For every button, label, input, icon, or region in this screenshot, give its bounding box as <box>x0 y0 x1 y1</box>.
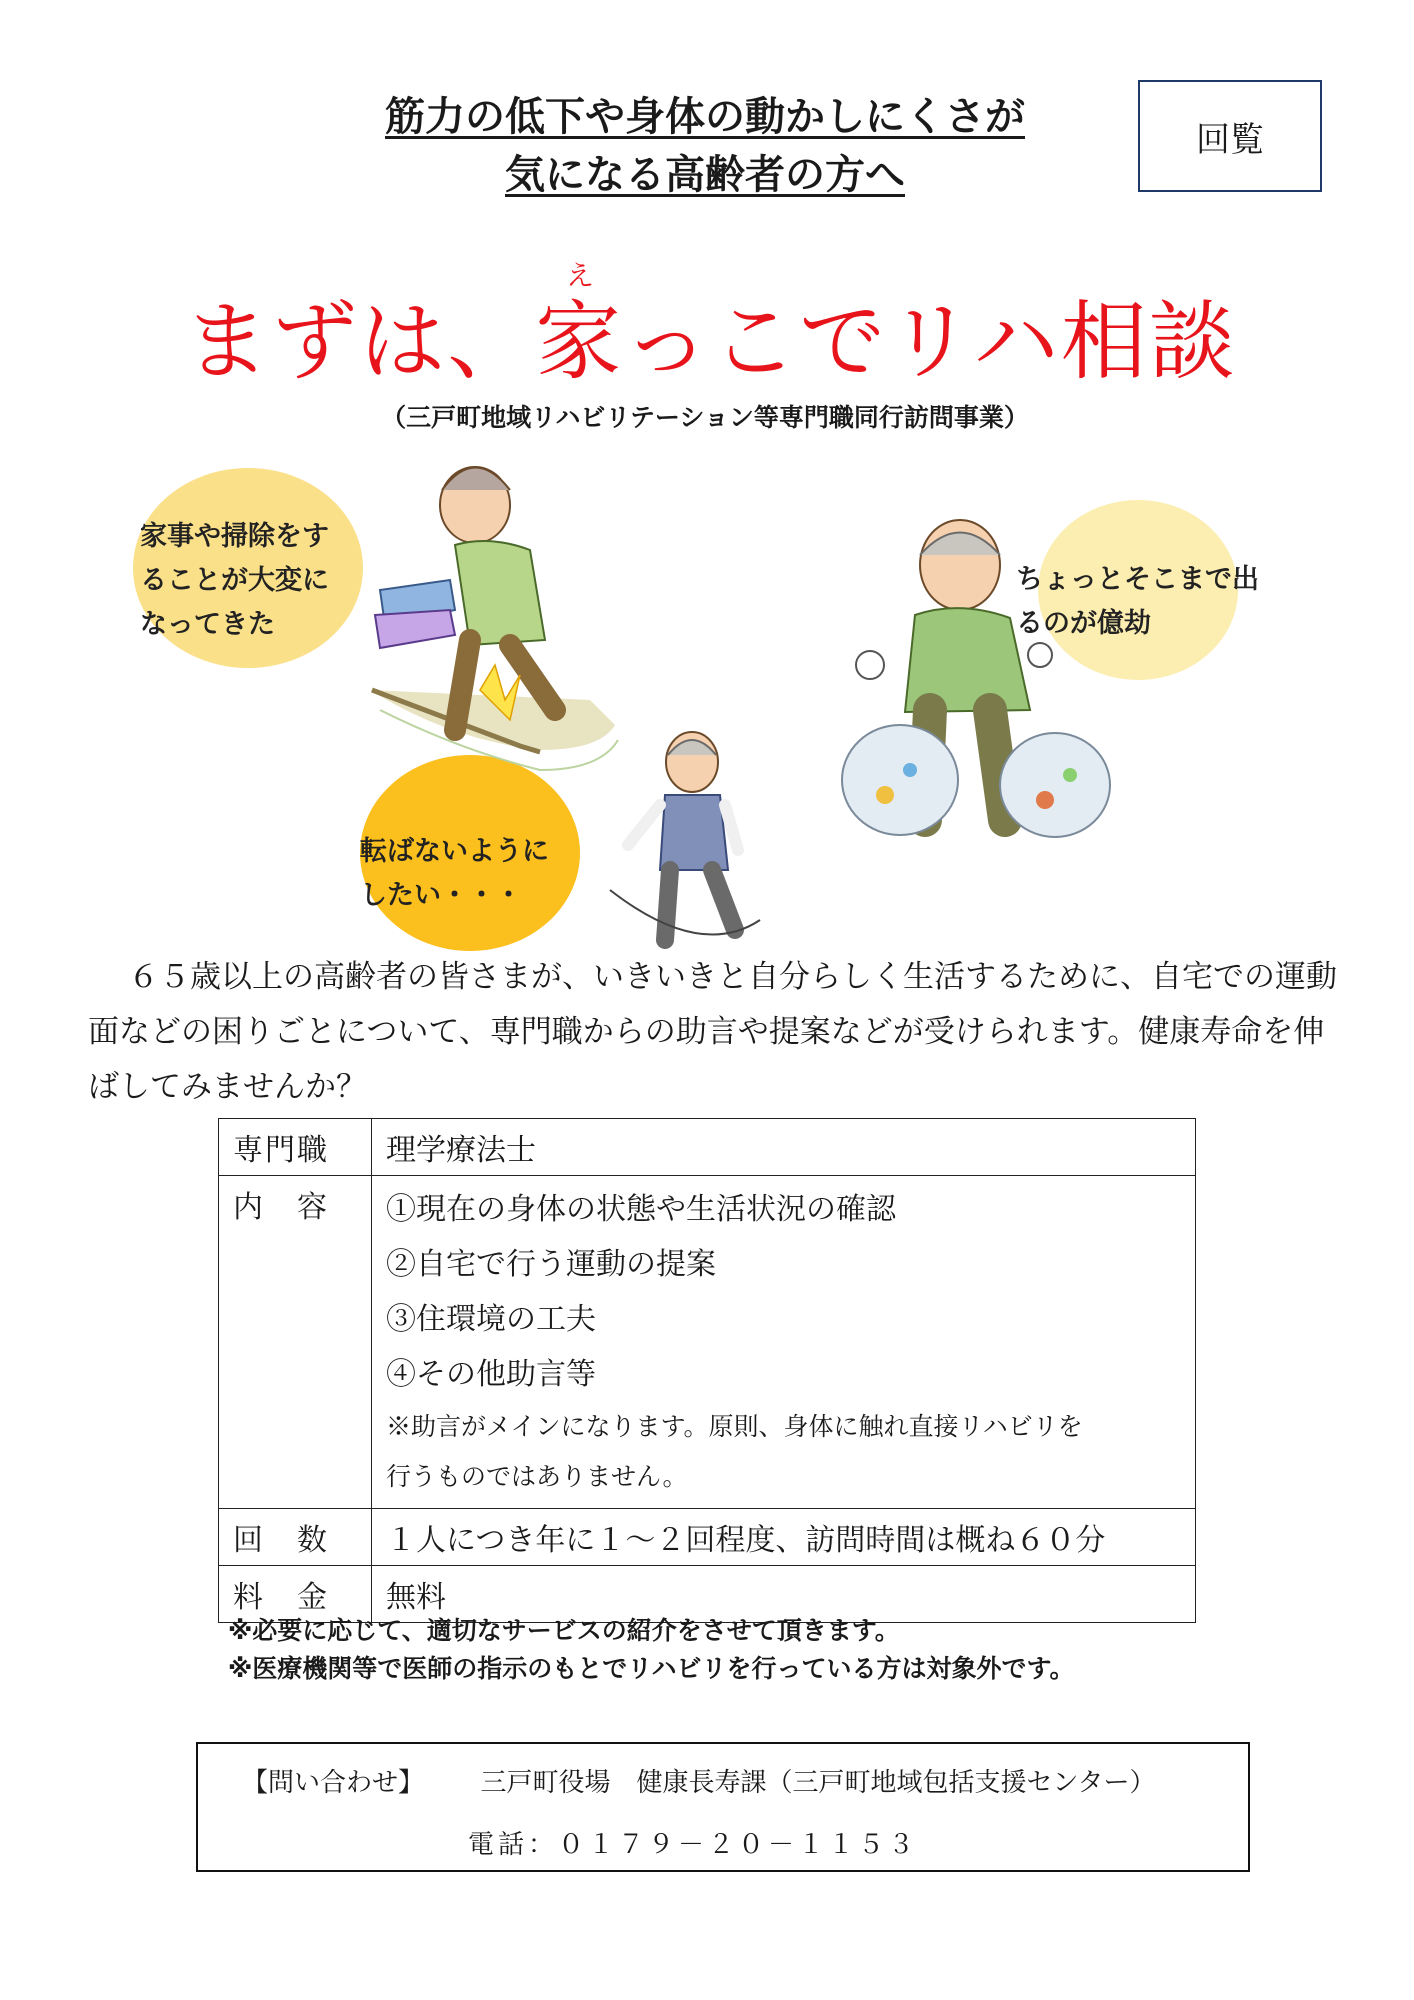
headline-ruby: え <box>565 259 594 292</box>
row-header-frequency: 回 数 <box>219 1509 372 1566</box>
row-header-content: 内 容 <box>219 1176 372 1509</box>
bubble-housework-line3: なってきた <box>140 609 275 640</box>
page-title-line2: 気になる高齢者の方へ <box>505 152 905 198</box>
content-item: ②自宅で行う運動の提案 <box>386 1247 716 1282</box>
bubble-going-out-line1: ちょっとそこまで出 <box>1016 564 1259 595</box>
elderly-woman-illustration <box>375 467 555 730</box>
content-note-line1: ※助言がメインになります。原則、身体に触れ直接リハビリを <box>386 1412 1083 1441</box>
circulate-label: 回覧 <box>1196 119 1264 160</box>
row-value-profession: 理学療法士 <box>372 1119 1196 1176</box>
bubble-housework-line1: 家事や掃除をす <box>140 521 329 552</box>
row-value-content <box>372 1176 1196 1509</box>
main-headline: まずは、家っこでリハ相談 <box>183 292 1237 392</box>
bubble-falling-line2: したい・・・ <box>360 880 522 911</box>
bubble-falling-line1: 転ばないように <box>360 836 549 867</box>
contact-label: 【問い合わせ】 <box>242 1768 425 1798</box>
row-header-profession: 専門職 <box>219 1119 372 1176</box>
content-item: ①現在の身体の状態や生活状況の確認 <box>386 1192 896 1227</box>
bubble-housework-text <box>140 515 329 647</box>
table-row <box>219 1176 1196 1509</box>
row-header-fee: 料 金 <box>219 1566 372 1623</box>
contact-office: 三戸町役場 健康長寿課（三戸町地域包括支援センター） <box>480 1768 1156 1798</box>
row-value-frequency: １人につき年に１～２回程度、訪問時間は概ね６０分 <box>372 1509 1196 1566</box>
table-row <box>219 1119 1196 1176</box>
bubble-falling-text <box>360 830 549 918</box>
contact-phone: 電話：０１７９－２０－１１５３ <box>468 1830 919 1860</box>
content-item: ④その他助言等 <box>386 1357 596 1392</box>
page-title-line1: 筋力の低下や身体の動かしにくさが <box>385 94 1025 140</box>
bubble-going-out-text <box>1016 558 1259 646</box>
table-row <box>219 1509 1196 1566</box>
footnote-referral: ※必要に応じて、適切なサービスの紹介をさせて頂きます。 <box>228 1616 900 1645</box>
contact-row <box>242 1762 1156 1799</box>
footnotes <box>228 1612 1228 1688</box>
bubble-housework-line2: ることが大変に <box>140 565 329 596</box>
bubble-going-out-line2: るのが億劫 <box>1016 608 1151 639</box>
row-value-fee: 無料 <box>372 1566 1196 1623</box>
elderly-man-stumbling-illustration <box>610 732 760 940</box>
intro-paragraph: ６５歳以上の高齢者の皆さまが、いきいきと自分らしく生活するために、自宅での運動面などの困りごとについて、専門職からの助言や提案などが受けられます。健康寿命を伸ばしてみませんか？ <box>88 959 1337 1105</box>
footnote-exclusion: ※医療機関等で医師の指示のもとでリハビリを行っている方は対象外です。 <box>228 1654 1075 1683</box>
contact-box <box>196 1742 1250 1872</box>
content-note-line2: 行うものではありません。 <box>386 1462 688 1491</box>
circulate-stamp-box <box>1138 80 1322 192</box>
project-subtitle: （三戸町地域リハビリテーション等専門職同行訪問事業） <box>381 403 1029 432</box>
page-title <box>300 88 1110 204</box>
content-item: ③住環境の工夫 <box>386 1302 596 1337</box>
service-info-table <box>218 1118 1196 1623</box>
